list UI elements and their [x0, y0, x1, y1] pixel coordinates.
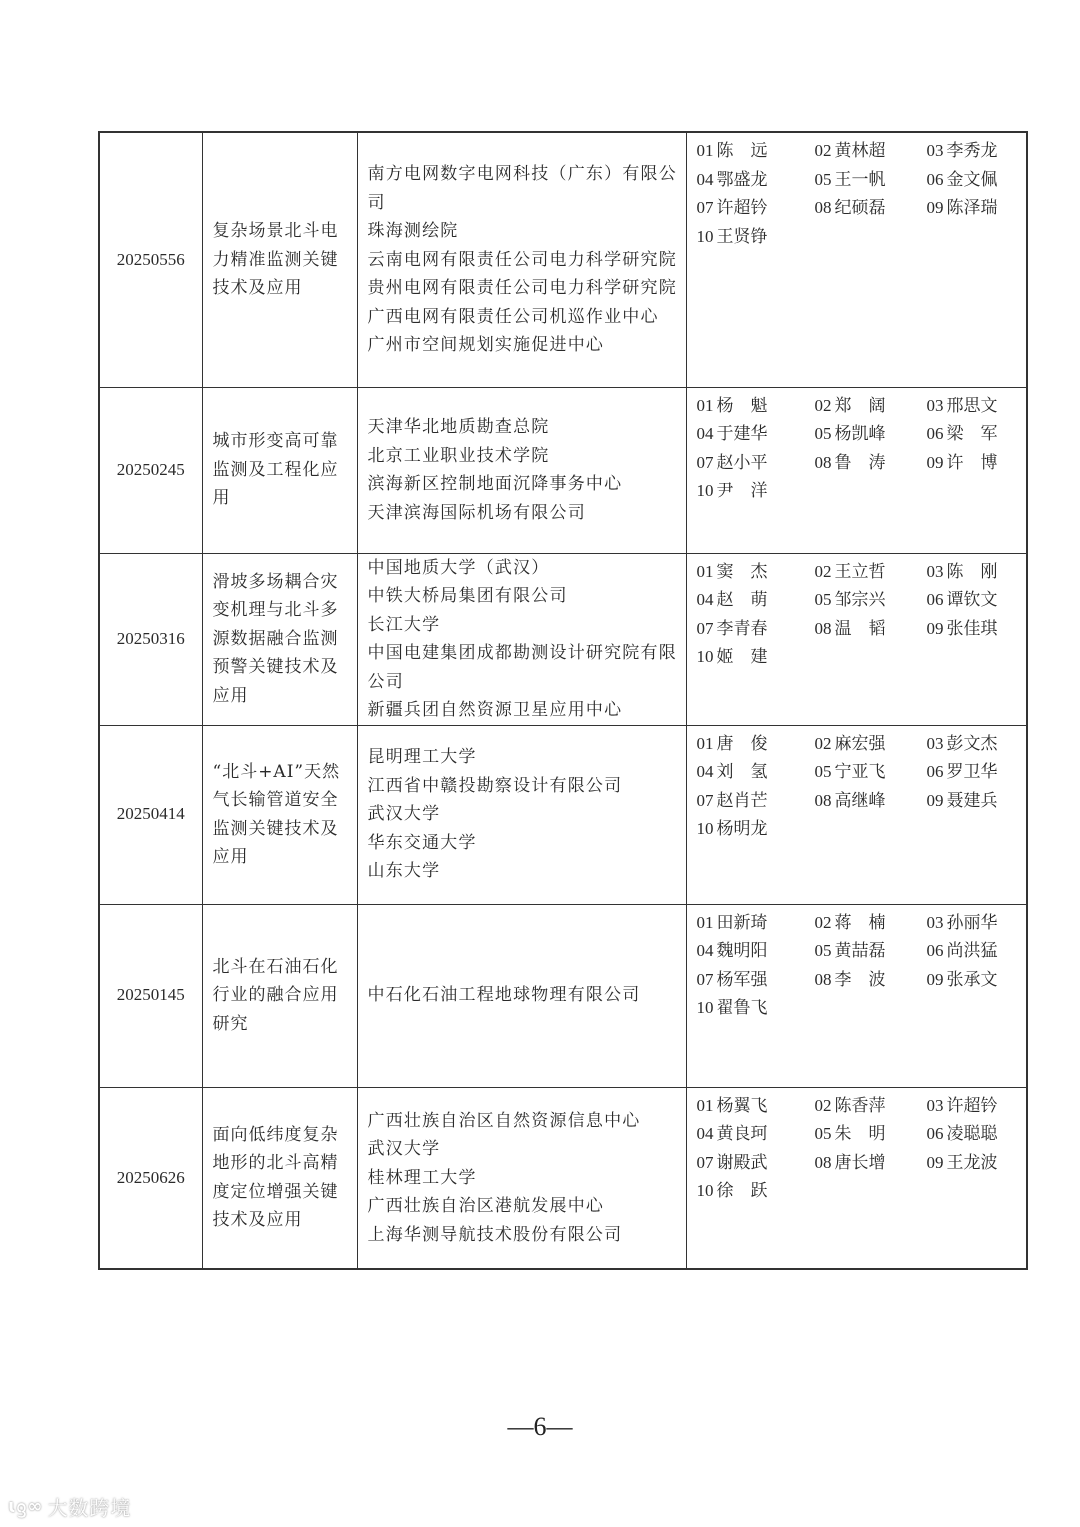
contributor-rank: 03: [926, 733, 944, 753]
contributor-rank: 06: [926, 424, 944, 443]
contributor-rank: 02: [814, 733, 832, 753]
organizations-cell: [357, 387, 686, 553]
contributor-rank: 08: [814, 452, 832, 472]
contributor-name: 黄林超: [834, 141, 886, 161]
contributor: [697, 1149, 815, 1178]
contributor-rank: 09: [926, 790, 944, 810]
contributor-rank: 09: [926, 452, 944, 472]
project-id-cell: 20250414: [99, 725, 202, 904]
contributor-name: 杨凯峰: [834, 424, 886, 444]
table-row: [99, 132, 1027, 387]
contributor-name: 魏明阳: [716, 941, 768, 961]
contributor-rank: 07: [696, 1152, 714, 1172]
project-title: 城市形变高可靠监测及工程化应用: [212, 431, 339, 509]
organization-name: 广州市空间规划实施促进中心: [367, 335, 605, 355]
organization-name: 天津华北地质勘查总院: [367, 417, 550, 437]
contributor-rank: 10: [696, 1181, 714, 1200]
award-table: [98, 131, 1028, 1270]
contributor-rank: 02: [814, 561, 832, 581]
contributor-rank: 02: [814, 395, 832, 415]
contributor: [927, 758, 1027, 787]
contributor-name: 赵肖芒: [716, 790, 768, 811]
organization-name: 贵州电网有限责任公司电力科学研究院: [367, 278, 677, 298]
contributor-name: 尹 洋: [716, 481, 768, 501]
contributor-name: 李 波: [834, 969, 886, 990]
contributor-rank: 06: [926, 762, 944, 781]
contributor-name: 黄喆磊: [834, 941, 886, 961]
contributor-name: 朱 明: [834, 1124, 886, 1144]
organizations-cell: [357, 904, 686, 1087]
contributor: [697, 815, 815, 844]
contributor-rank: 10: [696, 819, 714, 838]
organization-name: 新疆兵团自然资源卫星应用中心: [367, 700, 623, 720]
contributor-rank: 05: [814, 1124, 832, 1143]
contributor: [815, 166, 927, 195]
contributor-rank: 08: [814, 790, 832, 810]
contributor: [697, 1092, 815, 1121]
table-row: [99, 553, 1027, 725]
contributor-name: 赵小平: [716, 452, 768, 473]
organizations-cell: [357, 725, 686, 904]
contributor: [697, 558, 815, 587]
watermark: [8, 1492, 131, 1521]
contributor: [697, 937, 815, 966]
contributor: [927, 615, 1027, 644]
contributor: [927, 1149, 1027, 1178]
organization-name: 滨海新区控制地面沉降事务中心: [367, 474, 623, 494]
contributor-name: 高继峰: [834, 790, 886, 811]
contributor-name: 孙丽华: [946, 912, 998, 933]
contributor-rank: 04: [696, 1124, 714, 1143]
contributor: [697, 586, 815, 615]
contributor: [927, 194, 1027, 223]
contributor-rank: 01: [696, 561, 714, 581]
contributor-name: 郑 阔: [834, 395, 886, 416]
contributor-name: 黄良珂: [716, 1124, 768, 1144]
contributor-rank: 10: [696, 647, 714, 666]
contributor: [927, 787, 1027, 816]
contributor-rank: 03: [926, 561, 944, 581]
contributor-rank: 04: [696, 941, 714, 960]
organization-name: 昆明理工大学: [367, 747, 477, 768]
organization-name: 南方电网数字电网科技（广东）有限公司: [367, 164, 677, 213]
contributor-rank: 10: [696, 226, 714, 246]
project-title: 复杂场景北斗电力精准监测关键技术及应用: [212, 221, 339, 298]
project-title-cell: [202, 132, 357, 387]
contributor: [815, 909, 927, 938]
contributor-name: 王一帆: [834, 169, 886, 190]
contributor-name: 陈香萍: [834, 1095, 886, 1116]
organization-name: 中国地质大学（武汉）: [367, 557, 550, 578]
contributor-rank: 08: [814, 969, 832, 989]
contributor: [815, 615, 927, 644]
contributor-name: 刘 氢: [716, 762, 768, 782]
project-title: 面向低纬度复杂地形的北斗高精度定位增强关键技术及应用: [212, 1124, 339, 1231]
contributor: [697, 420, 815, 449]
organizations-cell: [357, 553, 686, 725]
contributor-name: 徐 跃: [716, 1181, 768, 1201]
organization-name: 广西壮族自治区港航发展中心: [367, 1196, 605, 1216]
contributor-rank: 06: [926, 941, 944, 960]
contributor: [815, 937, 927, 966]
contributor: [927, 449, 1027, 478]
contributor-name: 张佳琪: [946, 618, 998, 639]
organization-name: 天津滨海国际机场有限公司: [367, 502, 586, 523]
contributors-cell: [686, 387, 1027, 553]
contributor-rank: 02: [814, 1095, 832, 1115]
table-row: [99, 387, 1027, 553]
table-body: [99, 132, 1027, 1269]
contributor: [697, 994, 815, 1023]
contributor-rank: 05: [814, 590, 832, 609]
contributor-rank: 09: [926, 198, 944, 217]
contributor-name: 李秀龙: [946, 141, 998, 161]
contributors-cell: [686, 553, 1027, 725]
contributor: [815, 1120, 927, 1149]
organizations-cell: [357, 1087, 686, 1269]
contributor: [697, 137, 815, 166]
project-title: 滑坡多场耦合灾变机理与北斗多源数据融合监测预警关键技术及应用: [212, 571, 339, 706]
contributor-name: 王贤铮: [716, 226, 768, 247]
contributor-name: 张承文: [946, 969, 998, 990]
project-title-cell: [202, 725, 357, 904]
contributor-rank: 10: [696, 481, 714, 500]
organization-name: 中铁大桥局集团有限公司: [367, 586, 568, 606]
watermark-logo-icon: ɩᦋ∞: [8, 1495, 44, 1517]
organization-name: 山东大学: [367, 861, 441, 882]
contributor: [927, 937, 1027, 966]
organization-name: 武汉大学: [367, 804, 441, 825]
organization-name: 桂林理工大学: [367, 1167, 477, 1188]
contributor-name: 陈泽瑞: [946, 198, 998, 218]
contributor: [697, 477, 815, 506]
contributors-list: [697, 730, 1023, 844]
contributor-name: 于建华: [716, 424, 768, 444]
project-title-cell: [202, 1087, 357, 1269]
contributor: [927, 1120, 1027, 1149]
project-title-cell: [202, 387, 357, 553]
contributor: [815, 449, 927, 478]
contributors-cell: [686, 725, 1027, 904]
contributor-name: 唐长增: [834, 1152, 886, 1173]
contributor-rank: 07: [696, 618, 714, 638]
contributor-rank: 02: [814, 141, 832, 160]
contributor-rank: 08: [814, 1152, 832, 1172]
organization-name: 江西省中赣投勘察设计有限公司: [367, 775, 623, 796]
contributor-name: 赵 萌: [716, 590, 768, 610]
contributor-rank: 08: [814, 198, 832, 217]
contributor-rank: 06: [926, 169, 944, 189]
organization-name: 珠海测绘院: [367, 221, 459, 241]
contributor-rank: 05: [814, 762, 832, 781]
contributor: [815, 730, 927, 759]
contributor-rank: 08: [814, 618, 832, 638]
contributor: [927, 966, 1027, 995]
organization-name: 上海华测导航技术股份有限公司: [367, 1224, 623, 1245]
contributor: [815, 558, 927, 587]
contributor: [697, 223, 815, 252]
contributor-name: 凌聪聪: [946, 1124, 998, 1144]
contributor-name: 谭钦文: [946, 590, 998, 610]
organization-name: 武汉大学: [367, 1139, 441, 1159]
contributor-name: 宁亚飞: [834, 762, 886, 782]
contributors-list: [697, 1092, 1023, 1206]
contributor: [927, 1092, 1027, 1121]
contributor: [927, 558, 1027, 587]
table-row: [99, 725, 1027, 904]
contributor-rank: 01: [696, 912, 714, 932]
contributor: [815, 420, 927, 449]
contributors-list: [697, 137, 1023, 251]
contributor: [815, 586, 927, 615]
contributor: [697, 1120, 815, 1149]
contributor-name: 彭文杰: [946, 733, 998, 754]
organization-name: 中国电建集团成都勘测设计研究院有限公司: [367, 643, 677, 692]
project-title-cell: [202, 553, 357, 725]
contributor-rank: 07: [696, 452, 714, 472]
contributor-name: 邢思文: [946, 395, 998, 416]
contributor-name: 窦 杰: [716, 561, 768, 582]
page-number: —6—: [507, 1412, 573, 1441]
contributor-rank: 04: [696, 169, 714, 189]
contributor-name: 陈 刚: [946, 561, 998, 582]
contributor: [927, 392, 1027, 421]
contributor-rank: 03: [926, 395, 944, 415]
contributor-name: 尚洪猛: [946, 941, 998, 961]
contributor-rank: 10: [696, 998, 714, 1017]
contributors-cell: [686, 132, 1027, 387]
contributor-rank: 07: [696, 969, 714, 989]
project-id-cell: 20250316: [99, 553, 202, 725]
contributor-name: 麻宏强: [834, 733, 886, 754]
contributor-name: 李青春: [716, 618, 768, 639]
contributor-name: 王立哲: [834, 561, 886, 582]
contributor-rank: 06: [926, 590, 944, 609]
organization-name: 云南电网有限责任公司电力科学研究院: [367, 249, 677, 270]
contributor: [815, 392, 927, 421]
contributor-name: 许 博: [946, 452, 998, 473]
organization-name: 北京工业职业技术学院: [367, 445, 550, 466]
contributor: [697, 166, 815, 195]
contributor: [697, 787, 815, 816]
contributor-name: 杨 魁: [716, 395, 768, 416]
organizations-cell: [357, 132, 686, 387]
contributor: [927, 586, 1027, 615]
contributor-name: 杨军强: [716, 969, 768, 990]
contributor-name: 杨翼飞: [716, 1095, 768, 1116]
contributor-rank: 05: [814, 169, 832, 189]
project-title: “北斗+AI”天然气长输管道安全监测关键技术及应用: [212, 761, 341, 867]
contributor: [697, 449, 815, 478]
contributor: [697, 615, 815, 644]
contributor-rank: 04: [696, 762, 714, 781]
organization-name: 长江大学: [367, 614, 441, 635]
contributor: [815, 966, 927, 995]
contributor-name: 谢殿武: [716, 1152, 768, 1173]
contributor-rank: 03: [926, 912, 944, 932]
contributor: [697, 194, 815, 223]
contributor-name: 聂建兵: [946, 790, 998, 811]
project-id-cell: 20250245: [99, 387, 202, 553]
project-id-cell: 20250556: [99, 132, 202, 387]
contributor: [927, 909, 1027, 938]
contributor-name: 梁 军: [946, 424, 998, 444]
contributor-rank: 05: [814, 424, 832, 443]
contributor: [927, 730, 1027, 759]
contributor: [815, 1149, 927, 1178]
contributor: [697, 909, 815, 938]
contributors-list: [697, 392, 1023, 506]
contributor-rank: 03: [926, 141, 944, 160]
contributor-rank: 06: [926, 1124, 944, 1143]
contributor-rank: 01: [696, 1095, 714, 1115]
project-title-cell: [202, 904, 357, 1087]
contributor-rank: 09: [926, 969, 944, 989]
contributor-name: 许超钤: [716, 198, 768, 218]
contributor-rank: 09: [926, 1152, 944, 1172]
contributor-name: 鄂盛龙: [716, 169, 768, 190]
table-row: [99, 1087, 1027, 1269]
contributor: [697, 758, 815, 787]
contributor: [815, 194, 927, 223]
table-row: [99, 904, 1027, 1087]
contributor-name: 邹宗兴: [834, 590, 886, 610]
contributor: [927, 420, 1027, 449]
contributor: [697, 392, 815, 421]
project-id-cell: 20250145: [99, 904, 202, 1087]
contributors-cell: [686, 904, 1027, 1087]
contributor-name: 鲁 涛: [834, 452, 886, 473]
contributor-rank: 07: [696, 198, 714, 217]
contributor-name: 蒋 楠: [834, 912, 886, 933]
contributor-rank: 01: [696, 733, 714, 753]
contributor-name: 杨明龙: [716, 819, 768, 839]
contributor: [815, 1092, 927, 1121]
contributor-name: 金文佩: [946, 169, 998, 190]
contributor-rank: 03: [926, 1095, 944, 1115]
contributor-name: 姬 建: [716, 647, 768, 667]
contributor-rank: 01: [696, 395, 714, 415]
contributor-name: 唐 俊: [716, 733, 768, 754]
contributor-name: 田新琦: [716, 912, 768, 933]
contributor: [697, 966, 815, 995]
organization-name: 广西壮族自治区自然资源信息中心: [367, 1110, 641, 1131]
contributor-rank: 04: [696, 590, 714, 609]
contributor: [815, 137, 927, 166]
contributor-rank: 01: [696, 141, 714, 160]
organization-name: 华东交通大学: [367, 832, 477, 853]
contributors-cell: [686, 1087, 1027, 1269]
contributor-rank: 09: [926, 618, 944, 638]
contributor: [697, 1177, 815, 1206]
contributor-rank: 04: [696, 424, 714, 443]
contributor-name: 陈 远: [716, 141, 768, 161]
contributor-rank: 02: [814, 912, 832, 932]
contributor-name: 罗卫华: [946, 762, 998, 782]
contributors-list: [697, 558, 1023, 672]
contributor-name: 翟鲁飞: [716, 998, 768, 1018]
watermark-text: 大数跨境: [47, 1496, 132, 1520]
project-id-cell: 20250626: [99, 1087, 202, 1269]
project-title: 北斗在石油石化行业的融合应用研究: [212, 956, 339, 1034]
contributor-name: 温 韬: [834, 618, 886, 639]
contributor: [815, 787, 927, 816]
contributor-name: 王龙波: [946, 1152, 998, 1173]
contributor: [927, 166, 1027, 195]
contributor-rank: 05: [814, 941, 832, 960]
contributor: [815, 758, 927, 787]
contributor-rank: 07: [696, 790, 714, 810]
contributor: [697, 643, 815, 672]
contributor: [697, 730, 815, 759]
contributor-name: 纪硕磊: [834, 198, 886, 218]
organization-name: 中石化石油工程地球物理有限公司: [367, 985, 641, 1006]
contributor-name: 许超钤: [946, 1095, 998, 1116]
contributor: [927, 137, 1027, 166]
organization-name: 广西电网有限责任公司机巡作业中心: [367, 306, 659, 327]
contributors-list: [697, 909, 1023, 1023]
